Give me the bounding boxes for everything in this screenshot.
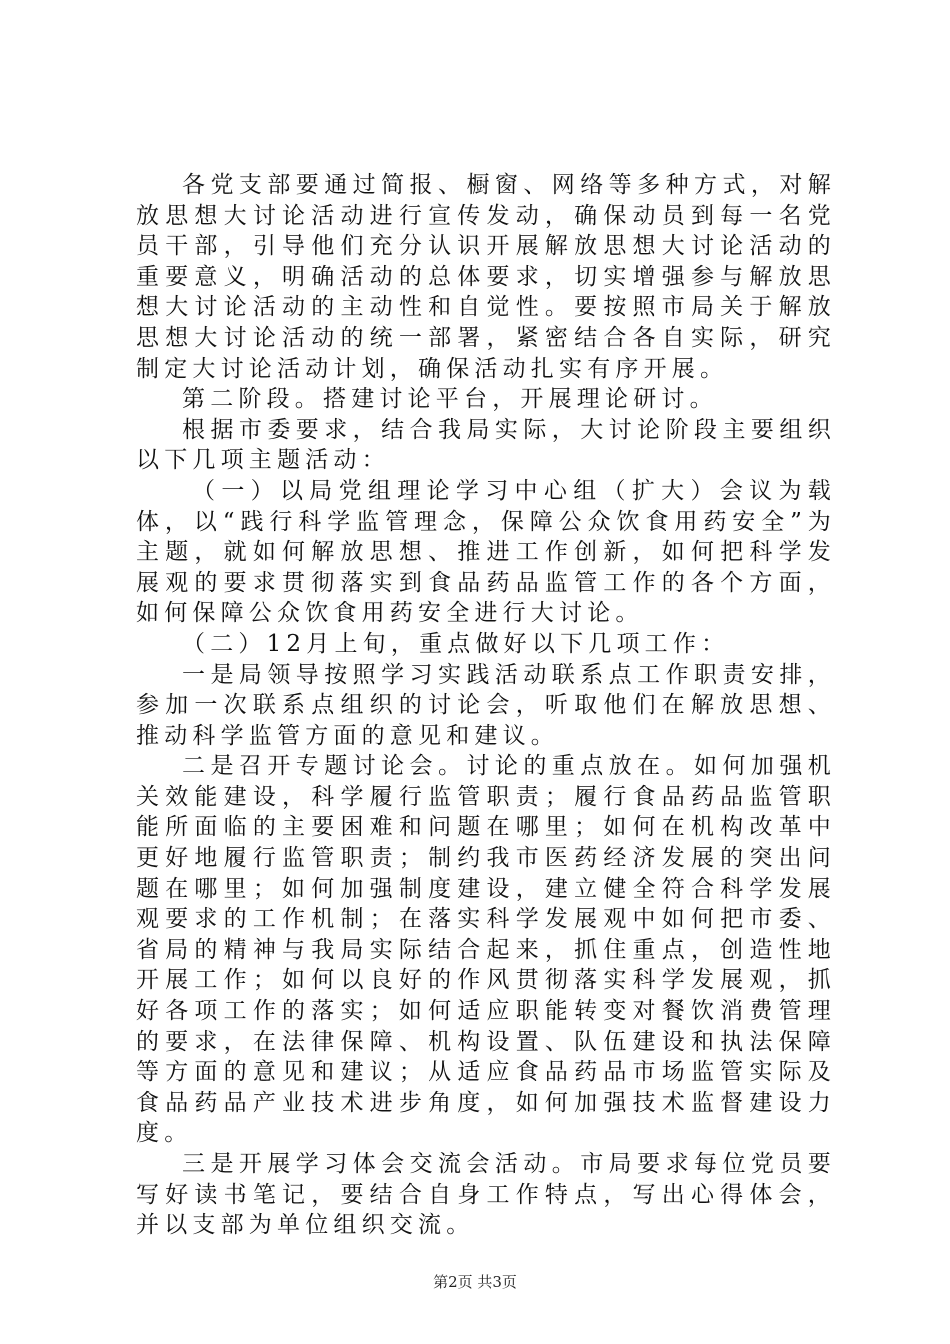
document-body xyxy=(136,170,836,1241)
paragraph-item-two: （二）12月上旬，重点做好以下几项工作： xyxy=(182,630,730,657)
paragraph-stage-two: 第二阶段。搭建讨论平台，开展理论研讨。 xyxy=(182,386,718,413)
paragraph-task-one: 一是局领导按照学习实践活动联系点工作职责安排，参加一次联系点组织的讨论会，听取他们在解放思想、推动科学监管方面的意见和建议。 xyxy=(136,661,836,749)
paragraph-task-two: 二是召开专题讨论会。讨论的重点放在。如何加强机关效能建设，科学履行监管职责；履行食品药品监管职能所面临的主要困难和问题在哪里；如何在机构改革中更好地履行监管职责；制约我市医药经济发展的突出问题在哪里；如何加强制度建设，建立健全符合科学发展观要求的工作机制；在落实科学发展观中如何把市委、省局的精神与我局实际结合起来，抓住重点，创造性地开展工作；如何以良好的作风贯彻落实科学发展观，抓好各项工作的落实；如何适应职能转变对餐饮消费管理的要求，在法律保障、机构设置、队伍建设和执法保障等方面的意见和建议；从适应食品药品市场监管实际及食品药品产业技术进步角度，如何加强技术监督建设力度。 xyxy=(136,753,836,1147)
page-number-footer: 第2页 共3页 xyxy=(433,1273,517,1291)
paragraph-task-three: 三是开展学习体会交流会活动。市局要求每位党员要写好读书笔记，要结合自身工作特点，写出心得体会，并以支部为单位组织交流。 xyxy=(136,1151,836,1239)
paragraph-publicity: 各党支部要通过简报、橱窗、网络等多种方式，对解放思想大讨论活动进行宣传发动，确保动员到每一名党员干部，引导他们充分认识开展解放思想大讨论活动的重要意义，明确活动的总体要求，切实增强参与解放思想大讨论活动的主动性和自觉性。要按照市局关于解放思想大讨论活动的统一部署，紧密结合各自实际，研究制定大讨论活动计划，确保活动扎实有序开展。 xyxy=(136,172,836,382)
paragraph-item-one: （一）以局党组理论学习中心组（扩大）会议为载体，以“践行科学监管理念，保障公众饮食用药安全”为主题，就如何解放思想、推进工作创新，如何把科学发展观的要求贯彻落实到食品药品监管工作的各个方面，如何保障公众饮食用药安全进行大讨论。 xyxy=(136,477,836,627)
paragraph-activities-intro: 根据市委要求，结合我局实际，大讨论阶段主要组织以下几项主题活动： xyxy=(136,416,836,474)
